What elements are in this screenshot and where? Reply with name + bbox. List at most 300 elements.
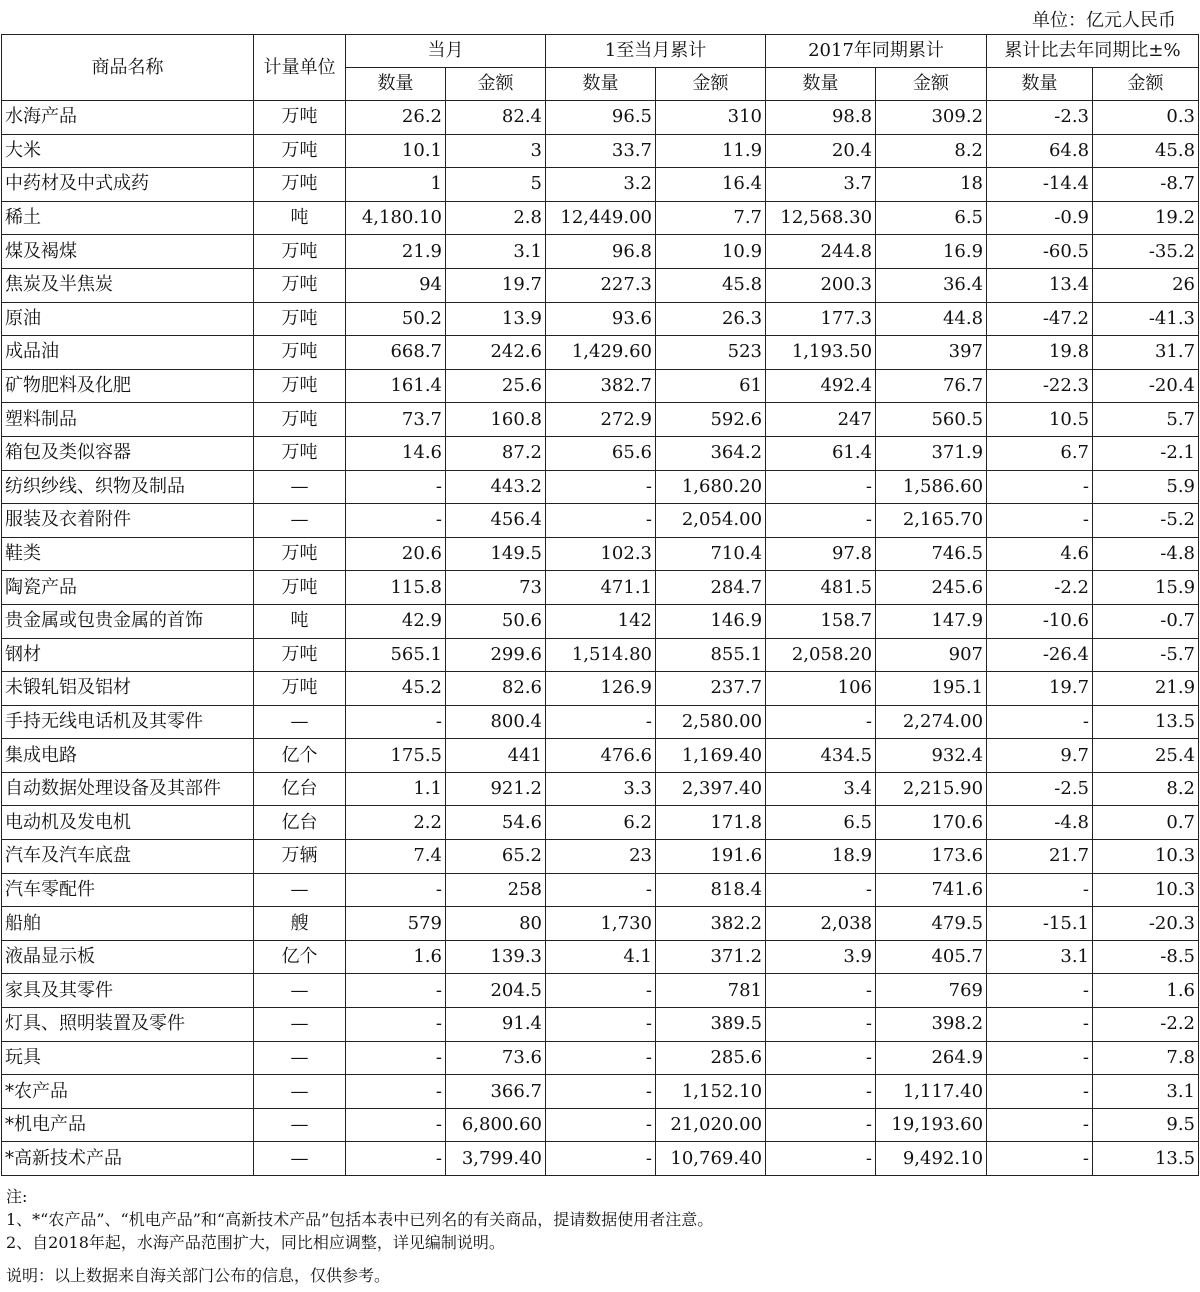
table-row xyxy=(2,369,1199,403)
prev-quantity-cell: 6.5 xyxy=(766,806,876,840)
commodity-name: 玩具 xyxy=(2,1041,254,1075)
prev-amount-cell: 2,274.00 xyxy=(876,705,987,739)
yoy-quantity-cell: -26.4 xyxy=(987,638,1093,672)
yoy-amount-cell: -2.1 xyxy=(1093,436,1199,470)
measure-unit: — xyxy=(254,873,346,907)
month-amount-cell: 456.4 xyxy=(446,504,546,538)
cum-amount-cell: 11.9 xyxy=(656,134,766,168)
cum-amount-cell: 146.9 xyxy=(656,604,766,638)
header-sub-quantity: 数量 xyxy=(766,68,876,101)
yoy-amount-cell: 10.3 xyxy=(1093,840,1199,874)
month-amount-cell: 3.1 xyxy=(446,235,546,269)
table-row xyxy=(2,235,1199,269)
measure-unit: — xyxy=(254,1075,346,1109)
cum-quantity-cell: 4.1 xyxy=(546,940,656,974)
commodity-name: 水海产品 xyxy=(2,101,254,135)
month-quantity-cell: 94 xyxy=(346,268,446,302)
prev-quantity-cell: - xyxy=(766,1108,876,1142)
measure-unit: 万吨 xyxy=(254,436,346,470)
yoy-amount-cell: 25.4 xyxy=(1093,739,1199,773)
month-amount-cell: 80 xyxy=(446,907,546,941)
cum-amount-cell: 710.4 xyxy=(656,537,766,571)
commodity-name: 自动数据处理设备及其部件 xyxy=(2,772,254,806)
yoy-amount-cell: 31.7 xyxy=(1093,336,1199,370)
table-row xyxy=(2,537,1199,571)
month-amount-cell: 87.2 xyxy=(446,436,546,470)
cum-quantity-cell: 12,449.00 xyxy=(546,201,656,235)
prev-amount-cell: 405.7 xyxy=(876,940,987,974)
prev-quantity-cell: - xyxy=(766,974,876,1008)
yoy-quantity-cell: - xyxy=(987,1008,1093,1042)
month-quantity-cell: 20.6 xyxy=(346,537,446,571)
yoy-quantity-cell: 3.1 xyxy=(987,940,1093,974)
cum-quantity-cell: - xyxy=(546,1008,656,1042)
commodity-name: 灯具、照明装置及零件 xyxy=(2,1008,254,1042)
month-quantity-cell: - xyxy=(346,504,446,538)
prev-amount-cell: 560.5 xyxy=(876,403,987,437)
prev-quantity-cell: 244.8 xyxy=(766,235,876,269)
commodity-name: 陶瓷产品 xyxy=(2,571,254,605)
table-row xyxy=(2,571,1199,605)
measure-unit: 万吨 xyxy=(254,302,346,336)
month-amount-cell: 800.4 xyxy=(446,705,546,739)
month-amount-cell: 443.2 xyxy=(446,470,546,504)
cum-amount-cell: 45.8 xyxy=(656,268,766,302)
commodity-name: 船舶 xyxy=(2,907,254,941)
header-sub-amount: 金额 xyxy=(876,68,987,101)
cum-amount-cell: 237.7 xyxy=(656,672,766,706)
yoy-amount-cell: 19.2 xyxy=(1093,201,1199,235)
cum-quantity-cell: 476.6 xyxy=(546,739,656,773)
yoy-quantity-cell: - xyxy=(987,504,1093,538)
yoy-quantity-cell: 64.8 xyxy=(987,134,1093,168)
month-quantity-cell: 4,180.10 xyxy=(346,201,446,235)
yoy-amount-cell: 5.7 xyxy=(1093,403,1199,437)
commodity-name: 鞋类 xyxy=(2,537,254,571)
yoy-quantity-cell: 9.7 xyxy=(987,739,1093,773)
measure-unit: 万吨 xyxy=(254,268,346,302)
prev-quantity-cell: - xyxy=(766,504,876,538)
month-amount-cell: 441 xyxy=(446,739,546,773)
prev-amount-cell: 44.8 xyxy=(876,302,987,336)
month-amount-cell: 19.7 xyxy=(446,268,546,302)
prev-amount-cell: 195.1 xyxy=(876,672,987,706)
cum-quantity-cell: 65.6 xyxy=(546,436,656,470)
cum-quantity-cell: 1,730 xyxy=(546,907,656,941)
measure-unit: 万吨 xyxy=(254,403,346,437)
month-quantity-cell: - xyxy=(346,1075,446,1109)
month-amount-cell: 5 xyxy=(446,168,546,202)
measure-unit: 亿个 xyxy=(254,940,346,974)
table-row xyxy=(2,1108,1199,1142)
header-commodity-name: 商品名称 xyxy=(2,35,254,101)
cum-amount-cell: 310 xyxy=(656,101,766,135)
yoy-quantity-cell: -4.8 xyxy=(987,806,1093,840)
table-row xyxy=(2,772,1199,806)
table-row xyxy=(2,336,1199,370)
cum-quantity-cell: 93.6 xyxy=(546,302,656,336)
prev-amount-cell: 16.9 xyxy=(876,235,987,269)
prev-quantity-cell: 18.9 xyxy=(766,840,876,874)
commodity-name: 服装及衣着附件 xyxy=(2,504,254,538)
cum-quantity-cell: 3.3 xyxy=(546,772,656,806)
prev-quantity-cell: - xyxy=(766,1075,876,1109)
month-quantity-cell: - xyxy=(346,1142,446,1176)
cum-quantity-cell: - xyxy=(546,873,656,907)
yoy-quantity-cell: 13.4 xyxy=(987,268,1093,302)
month-quantity-cell: - xyxy=(346,1008,446,1042)
measure-unit: 万吨 xyxy=(254,369,346,403)
notes-title: 注: xyxy=(6,1187,28,1206)
cum-amount-cell: 592.6 xyxy=(656,403,766,437)
yoy-amount-cell: -2.2 xyxy=(1093,1008,1199,1042)
cum-amount-cell: 16.4 xyxy=(656,168,766,202)
prev-amount-cell: 18 xyxy=(876,168,987,202)
month-quantity-cell: - xyxy=(346,974,446,1008)
header-group-2017-cumulative: 2017年同期累计 xyxy=(766,35,987,68)
measure-unit: — xyxy=(254,504,346,538)
cum-amount-cell: 523 xyxy=(656,336,766,370)
cum-amount-cell: 855.1 xyxy=(656,638,766,672)
month-quantity-cell: - xyxy=(346,470,446,504)
prev-amount-cell: 479.5 xyxy=(876,907,987,941)
prev-quantity-cell: 177.3 xyxy=(766,302,876,336)
yoy-amount-cell: 0.3 xyxy=(1093,101,1199,135)
measure-unit: 万吨 xyxy=(254,134,346,168)
cum-quantity-cell: 1,514.80 xyxy=(546,638,656,672)
cum-quantity-cell: 96.5 xyxy=(546,101,656,135)
notes-section xyxy=(6,1185,713,1287)
yoy-quantity-cell: -2.3 xyxy=(987,101,1093,135)
prev-quantity-cell: 481.5 xyxy=(766,571,876,605)
month-quantity-cell: - xyxy=(346,873,446,907)
table-row xyxy=(2,436,1199,470)
cum-amount-cell: 284.7 xyxy=(656,571,766,605)
month-amount-cell: 139.3 xyxy=(446,940,546,974)
table-row xyxy=(2,201,1199,235)
yoy-amount-cell: -41.3 xyxy=(1093,302,1199,336)
measure-unit: — xyxy=(254,470,346,504)
cum-amount-cell: 1,152.10 xyxy=(656,1075,766,1109)
header-group-current-month: 当月 xyxy=(346,35,546,68)
month-quantity-cell: 7.4 xyxy=(346,840,446,874)
cum-quantity-cell: 23 xyxy=(546,840,656,874)
cum-amount-cell: 61 xyxy=(656,369,766,403)
yoy-quantity-cell: - xyxy=(987,1142,1093,1176)
prev-amount-cell: 398.2 xyxy=(876,1008,987,1042)
header-unit: 计量单位 xyxy=(254,35,346,101)
prev-amount-cell: 19,193.60 xyxy=(876,1108,987,1142)
table-row xyxy=(2,268,1199,302)
unit-label: 单位：亿元人民币 xyxy=(1032,10,1176,31)
commodity-name: 塑料制品 xyxy=(2,403,254,437)
yoy-amount-cell: 26 xyxy=(1093,268,1199,302)
table-row xyxy=(2,403,1199,437)
month-quantity-cell: 175.5 xyxy=(346,739,446,773)
month-amount-cell: 299.6 xyxy=(446,638,546,672)
yoy-quantity-cell: - xyxy=(987,705,1093,739)
measure-unit: — xyxy=(254,705,346,739)
prev-quantity-cell: 158.7 xyxy=(766,604,876,638)
yoy-quantity-cell: - xyxy=(987,974,1093,1008)
prev-amount-cell: 170.6 xyxy=(876,806,987,840)
prev-amount-cell: 36.4 xyxy=(876,268,987,302)
header-group-yoy-change: 累计比去年同期比±% xyxy=(987,35,1199,68)
commodity-name: *高新技术产品 xyxy=(2,1142,254,1176)
yoy-quantity-cell: - xyxy=(987,1041,1093,1075)
prev-amount-cell: 9,492.10 xyxy=(876,1142,987,1176)
measure-unit: 万吨 xyxy=(254,571,346,605)
commodity-name: 家具及其零件 xyxy=(2,974,254,1008)
yoy-quantity-cell: 6.7 xyxy=(987,436,1093,470)
table-row xyxy=(2,1008,1199,1042)
measure-unit: — xyxy=(254,1108,346,1142)
cum-quantity-cell: - xyxy=(546,1075,656,1109)
prev-amount-cell: 2,215.90 xyxy=(876,772,987,806)
cum-amount-cell: 21,020.00 xyxy=(656,1108,766,1142)
header-sub-quantity: 数量 xyxy=(546,68,656,101)
yoy-amount-cell: 21.9 xyxy=(1093,672,1199,706)
cum-amount-cell: 818.4 xyxy=(656,873,766,907)
header-sub-quantity: 数量 xyxy=(987,68,1093,101)
table-row xyxy=(2,840,1199,874)
cum-quantity-cell: 33.7 xyxy=(546,134,656,168)
yoy-quantity-cell: -14.4 xyxy=(987,168,1093,202)
commodity-name: 未锻轧铝及铝材 xyxy=(2,672,254,706)
month-amount-cell: 13.9 xyxy=(446,302,546,336)
cum-quantity-cell: - xyxy=(546,1041,656,1075)
measure-unit: 万吨 xyxy=(254,638,346,672)
commodity-name: 成品油 xyxy=(2,336,254,370)
export-commodity-table xyxy=(1,34,1199,1176)
month-quantity-cell: 21.9 xyxy=(346,235,446,269)
cum-amount-cell: 191.6 xyxy=(656,840,766,874)
cum-quantity-cell: - xyxy=(546,705,656,739)
yoy-quantity-cell: 10.5 xyxy=(987,403,1093,437)
prev-amount-cell: 76.7 xyxy=(876,369,987,403)
measure-unit: — xyxy=(254,1142,346,1176)
measure-unit: 吨 xyxy=(254,604,346,638)
month-quantity-cell: 668.7 xyxy=(346,336,446,370)
header-group-cumulative: 1至当月累计 xyxy=(546,35,766,68)
table-row xyxy=(2,1075,1199,1109)
month-quantity-cell: 50.2 xyxy=(346,302,446,336)
table-row xyxy=(2,1041,1199,1075)
month-amount-cell: 149.5 xyxy=(446,537,546,571)
measure-unit: 万吨 xyxy=(254,235,346,269)
prev-amount-cell: 1,117.40 xyxy=(876,1075,987,1109)
yoy-amount-cell: 9.5 xyxy=(1093,1108,1199,1142)
yoy-quantity-cell: - xyxy=(987,470,1093,504)
yoy-amount-cell: 45.8 xyxy=(1093,134,1199,168)
measure-unit: 吨 xyxy=(254,201,346,235)
yoy-quantity-cell: 4.6 xyxy=(987,537,1093,571)
table-row xyxy=(2,302,1199,336)
header-sub-amount: 金额 xyxy=(446,68,546,101)
yoy-amount-cell: -8.5 xyxy=(1093,940,1199,974)
measure-unit: 万辆 xyxy=(254,840,346,874)
yoy-amount-cell: 15.9 xyxy=(1093,571,1199,605)
month-amount-cell: 921.2 xyxy=(446,772,546,806)
cum-quantity-cell: - xyxy=(546,974,656,1008)
measure-unit: 万吨 xyxy=(254,336,346,370)
month-quantity-cell: 42.9 xyxy=(346,604,446,638)
prev-amount-cell: 371.9 xyxy=(876,436,987,470)
yoy-amount-cell: 1.6 xyxy=(1093,974,1199,1008)
table-row xyxy=(2,1142,1199,1176)
yoy-amount-cell: -20.4 xyxy=(1093,369,1199,403)
commodity-name: 中药材及中式成药 xyxy=(2,168,254,202)
prev-amount-cell: 741.6 xyxy=(876,873,987,907)
prev-quantity-cell: - xyxy=(766,1041,876,1075)
month-amount-cell: 6,800.60 xyxy=(446,1108,546,1142)
yoy-quantity-cell: - xyxy=(987,1108,1093,1142)
month-quantity-cell: 2.2 xyxy=(346,806,446,840)
month-quantity-cell: 115.8 xyxy=(346,571,446,605)
measure-unit: 万吨 xyxy=(254,537,346,571)
prev-quantity-cell: - xyxy=(766,470,876,504)
prev-amount-cell: 769 xyxy=(876,974,987,1008)
measure-unit: — xyxy=(254,1008,346,1042)
yoy-quantity-cell: -0.9 xyxy=(987,201,1093,235)
month-amount-cell: 25.6 xyxy=(446,369,546,403)
cum-quantity-cell: 126.9 xyxy=(546,672,656,706)
prev-amount-cell: 264.9 xyxy=(876,1041,987,1075)
month-quantity-cell: 26.2 xyxy=(346,101,446,135)
cum-amount-cell: 364.2 xyxy=(656,436,766,470)
prev-amount-cell: 932.4 xyxy=(876,739,987,773)
cum-amount-cell: 371.2 xyxy=(656,940,766,974)
prev-amount-cell: 1,586.60 xyxy=(876,470,987,504)
cum-quantity-cell: 102.3 xyxy=(546,537,656,571)
commodity-name: 箱包及类似容器 xyxy=(2,436,254,470)
month-quantity-cell: 1.1 xyxy=(346,772,446,806)
prev-quantity-cell: 61.4 xyxy=(766,436,876,470)
table-row xyxy=(2,134,1199,168)
month-amount-cell: 73.6 xyxy=(446,1041,546,1075)
cum-amount-cell: 382.2 xyxy=(656,907,766,941)
yoy-amount-cell: -0.7 xyxy=(1093,604,1199,638)
prev-amount-cell: 397 xyxy=(876,336,987,370)
table-row xyxy=(2,168,1199,202)
prev-amount-cell: 746.5 xyxy=(876,537,987,571)
cum-quantity-cell: 3.2 xyxy=(546,168,656,202)
commodity-name: 稀土 xyxy=(2,201,254,235)
commodity-name: 手持无线电话机及其零件 xyxy=(2,705,254,739)
cum-quantity-cell: - xyxy=(546,470,656,504)
measure-unit: 亿台 xyxy=(254,772,346,806)
commodity-name: 纺织纱线、织物及制品 xyxy=(2,470,254,504)
month-quantity-cell: 10.1 xyxy=(346,134,446,168)
header-sub-quantity: 数量 xyxy=(346,68,446,101)
cum-quantity-cell: 227.3 xyxy=(546,268,656,302)
month-amount-cell: 54.6 xyxy=(446,806,546,840)
cum-amount-cell: 2,397.40 xyxy=(656,772,766,806)
prev-quantity-cell: 3.9 xyxy=(766,940,876,974)
cum-amount-cell: 389.5 xyxy=(656,1008,766,1042)
month-quantity-cell: 1 xyxy=(346,168,446,202)
yoy-quantity-cell: -60.5 xyxy=(987,235,1093,269)
prev-amount-cell: 2,165.70 xyxy=(876,504,987,538)
note-item: 1、*“农产品”、“机电产品”和“高新技术产品”包括本表中已列名的有关商品，提请数据使用者注意。 xyxy=(6,1210,714,1229)
yoy-amount-cell: 0.7 xyxy=(1093,806,1199,840)
yoy-quantity-cell: -15.1 xyxy=(987,907,1093,941)
month-amount-cell: 160.8 xyxy=(446,403,546,437)
month-quantity-cell: - xyxy=(346,1041,446,1075)
cum-quantity-cell: 1,429.60 xyxy=(546,336,656,370)
commodity-name: 焦炭及半焦炭 xyxy=(2,268,254,302)
cum-quantity-cell: 96.8 xyxy=(546,235,656,269)
yoy-amount-cell: -5.7 xyxy=(1093,638,1199,672)
measure-unit: 亿个 xyxy=(254,739,346,773)
cum-quantity-cell: - xyxy=(546,1142,656,1176)
yoy-quantity-cell: - xyxy=(987,873,1093,907)
cum-quantity-cell: 272.9 xyxy=(546,403,656,437)
table-row xyxy=(2,705,1199,739)
table-row xyxy=(2,604,1199,638)
prev-quantity-cell: 1,193.50 xyxy=(766,336,876,370)
yoy-quantity-cell: 19.7 xyxy=(987,672,1093,706)
cum-amount-cell: 1,169.40 xyxy=(656,739,766,773)
cum-quantity-cell: 142 xyxy=(546,604,656,638)
commodity-name: 汽车零配件 xyxy=(2,873,254,907)
prev-amount-cell: 6.5 xyxy=(876,201,987,235)
cum-amount-cell: 26.3 xyxy=(656,302,766,336)
month-amount-cell: 258 xyxy=(446,873,546,907)
cum-quantity-cell: 382.7 xyxy=(546,369,656,403)
prev-quantity-cell: 2,058.20 xyxy=(766,638,876,672)
prev-quantity-cell: 200.3 xyxy=(766,268,876,302)
yoy-amount-cell: -4.8 xyxy=(1093,537,1199,571)
month-quantity-cell: - xyxy=(346,705,446,739)
month-quantity-cell: 45.2 xyxy=(346,672,446,706)
prev-quantity-cell: 492.4 xyxy=(766,369,876,403)
prev-quantity-cell: - xyxy=(766,705,876,739)
commodity-name: 集成电路 xyxy=(2,739,254,773)
yoy-amount-cell: 5.9 xyxy=(1093,470,1199,504)
prev-quantity-cell: 98.8 xyxy=(766,101,876,135)
month-amount-cell: 3 xyxy=(446,134,546,168)
commodity-name: *机电产品 xyxy=(2,1108,254,1142)
month-quantity-cell: 161.4 xyxy=(346,369,446,403)
table-row xyxy=(2,672,1199,706)
cum-amount-cell: 10.9 xyxy=(656,235,766,269)
measure-unit: — xyxy=(254,1041,346,1075)
prev-amount-cell: 8.2 xyxy=(876,134,987,168)
data-source-remark: 说明：以上数据来自海关部门公布的信息，仅供参考。 xyxy=(6,1266,391,1285)
prev-quantity-cell: 3.7 xyxy=(766,168,876,202)
cum-quantity-cell: - xyxy=(546,1108,656,1142)
month-quantity-cell: 579 xyxy=(346,907,446,941)
measure-unit: 艘 xyxy=(254,907,346,941)
cum-amount-cell: 7.7 xyxy=(656,201,766,235)
prev-amount-cell: 907 xyxy=(876,638,987,672)
commodity-name: 液晶显示板 xyxy=(2,940,254,974)
commodity-name: 大米 xyxy=(2,134,254,168)
month-amount-cell: 3,799.40 xyxy=(446,1142,546,1176)
prev-amount-cell: 147.9 xyxy=(876,604,987,638)
prev-amount-cell: 245.6 xyxy=(876,571,987,605)
commodity-name: 贵金属或包贵金属的首饰 xyxy=(2,604,254,638)
table-row xyxy=(2,907,1199,941)
month-amount-cell: 82.4 xyxy=(446,101,546,135)
prev-quantity-cell: 434.5 xyxy=(766,739,876,773)
month-amount-cell: 91.4 xyxy=(446,1008,546,1042)
month-amount-cell: 82.6 xyxy=(446,672,546,706)
table-row xyxy=(2,504,1199,538)
prev-quantity-cell: - xyxy=(766,1008,876,1042)
month-amount-cell: 366.7 xyxy=(446,1075,546,1109)
